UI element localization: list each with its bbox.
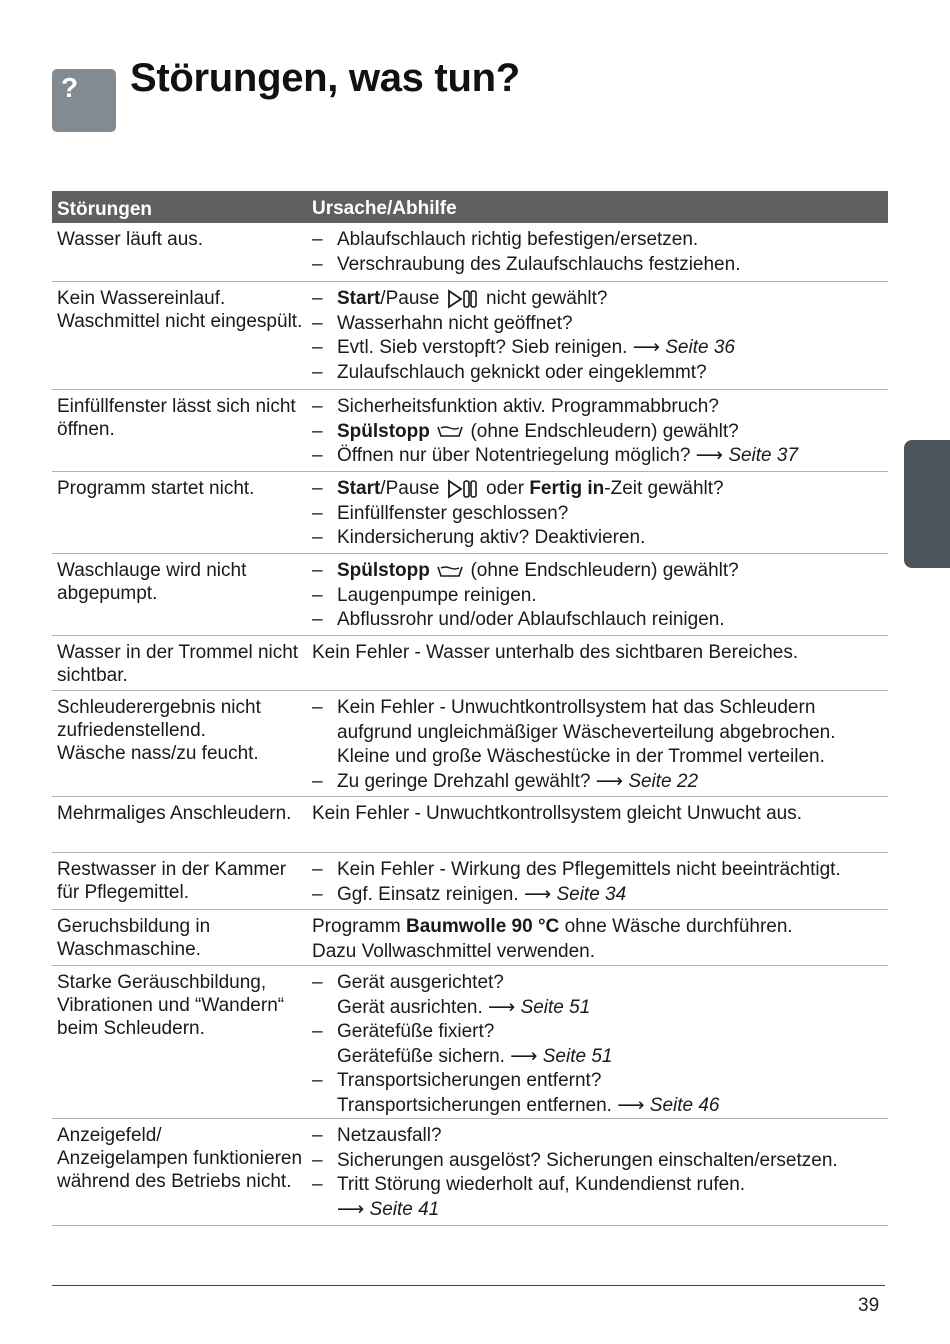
problem-cell: Kein Wassereinlauf. Waschmittel nicht eingespült. [57,288,303,332]
remedy-text: /Pause [380,288,440,309]
remedy-text: Kein Fehler - Wasser unterhalb des sichtbaren Bereiches. [312,642,799,663]
remedy-text: Kein Fehler - Unwuchtkontrollsystem gleicht Unwucht aus. [312,803,802,824]
button-name: Spülstopp [337,420,430,442]
remedy-item [312,477,888,502]
bullet-dash: – [312,420,323,442]
bullet-dash: – [312,502,323,524]
problem-cell: Schleuderergebnis nicht zufriedenstellend. Wäsche nass/zu feucht. [57,697,261,764]
remedy-item [312,312,888,337]
table-row [52,223,888,282]
remedy-text: -Zeit gewählt? [604,478,724,499]
remedy-item-text: Sicherheitsfunktion aktiv. Programmabbruch? [337,396,719,417]
bullet-dash: – [312,697,323,718]
remedy-text: Evtl. Sieb verstopft? Sieb reinigen. [337,337,628,358]
remedy-text: Ggf. Einsatz reinigen. [337,883,519,905]
remedy-item-text [337,336,735,361]
arrow-icon: ⟶ [488,996,516,1018]
page-reference-text: Seite 36 [665,337,735,358]
arrow-icon: ⟶ [695,445,724,466]
remedy-item [312,770,888,795]
remedy-line [312,915,888,940]
remedy-text: /Pause [380,478,440,499]
remedy-cell [307,636,888,690]
section-tab [904,440,950,568]
remedy-item-text: Kein Fehler - Wirkung des Pflegemittels nicht beeinträchtigt. [337,859,841,880]
remedy-item [312,502,888,527]
remedy-item [312,858,888,883]
remedy-text: (ohne Endschleudern) gewählt? [470,560,739,581]
problem-cell: Anzeigefeld/ Anzeigelampen funktionieren während des Betriebs nicht. [57,1125,303,1192]
table-header [52,191,888,223]
remedy-item-text [337,883,626,908]
bullet-dash: – [312,478,323,499]
problem-cell: Waschlauge wird nicht abgepumpt. [57,560,247,604]
table-row [52,390,888,472]
bullet-dash: – [312,312,323,334]
remedy-text: Zu geringe Drehzahl gewählt? [337,770,591,792]
remedy-item-text: Netzausfall? [337,1125,442,1146]
page-reference-text: Seite 46 [649,1094,720,1116]
remedy-cell [307,390,888,471]
remedy-text: Programm [312,916,401,937]
remedy-item-text [337,477,724,502]
arrow-icon: ⟶ [595,770,624,792]
table-row [52,853,888,910]
rinse-hold-icon [437,424,463,438]
arrow-icon: ⟶ [510,1045,538,1067]
page-title: Störungen, was tun? [130,56,520,100]
bullet-dash: – [312,770,323,792]
problem-cell: Wasser läuft aus. [57,229,204,250]
bullet-dash: – [312,584,323,606]
bullet-dash: – [312,361,323,383]
table-row [52,472,888,554]
remedy-text: Transportsicherungen entfernen. [337,1094,612,1116]
remedy-item [312,559,888,584]
remedy-item-text [337,420,739,445]
bullet-dash: – [312,396,323,417]
remedy-item-text [337,444,798,469]
bullet-dash: – [312,883,323,905]
remedy-text: Gerätefüße sichern. [337,1045,505,1067]
remedy-text: Tritt Störung wiederholt auf, Kundendienst rufen. [337,1174,746,1195]
remedy-item [312,971,888,1020]
remedy-cell [307,966,888,1118]
remedy-item-text: Zulaufschlauch geknickt oder eingeklemmt? [337,361,707,383]
page-reference [337,1199,439,1220]
remedy-cell [307,1119,888,1225]
remedy-item [312,883,888,908]
arrow-icon: ⟶ [632,337,660,358]
page-reference-text: Seite 22 [628,770,699,792]
remedy-item-text [337,1069,720,1118]
remedy-item [312,1020,888,1069]
page-reference-text: Seite 41 [369,1198,440,1220]
button-name: Spülstopp [337,560,430,581]
page-reference [696,445,798,466]
problem-cell: Starke Geräuschbildung, Vibrationen und “Wandern“ beim Schleudern. [57,972,285,1039]
page-reference [596,771,698,792]
table-row [52,282,888,390]
remedy-cell [307,910,888,965]
page-reference-text: Seite 34 [556,883,627,905]
remedy-item-text: Ablaufschlauch richtig befestigen/ersetzen. [337,229,699,250]
bullet-dash: – [312,253,323,275]
remedy-text: nicht gewählt? [486,288,608,309]
page-number: 39 [858,1295,880,1316]
remedy-text: Transportsicherungen entfernt? [337,1070,602,1091]
help-icon: ? [52,69,116,132]
remedy-cell [307,223,888,281]
remedy-cell [307,472,888,553]
bullet-dash: – [312,288,323,309]
bullet-dash: – [312,1070,323,1091]
program-name: Baumwolle 90 °C [405,916,560,937]
remedy-item [312,228,888,253]
bullet-dash: – [312,445,323,466]
page-reference [633,337,735,358]
table-body [52,223,888,1226]
remedy-item-text [337,559,739,584]
arrow-icon: ⟶ [523,883,552,905]
remedy-item-text: Sicherungen ausgelöst? Sicherungen einschalten/ersetzen. [337,1149,838,1171]
remedy-item [312,696,888,770]
remedy-item [312,608,888,633]
bullet-dash: – [312,1125,323,1146]
bullet-dash: – [312,560,323,581]
remedy-text: ohne Wäsche durchführen. [564,916,793,937]
remedy-item-text [337,971,590,1020]
button-name: Start [337,288,381,309]
arrow-icon: ⟶ [337,1198,365,1220]
problem-cell: Geruchsbildung in Waschmaschine. [57,916,211,960]
bullet-dash: – [312,972,323,993]
table-row [52,636,888,691]
table-row [52,966,888,1119]
bullet-dash: – [312,609,323,630]
remedy-item-text: Wasserhahn nicht geöffnet? [337,312,573,334]
remedy-item [312,444,888,469]
table-row [52,691,888,797]
page-reference [524,884,626,905]
remedy-item-text: Kindersicherung aktiv? Deaktivieren. [337,527,646,548]
bullet-dash: – [312,1149,323,1171]
rinse-hold-icon [437,564,463,578]
remedy-item [312,1124,888,1149]
remedy-item [312,526,888,551]
remedy-cell [307,282,888,389]
bullet-dash: – [312,229,323,250]
remedy-item [312,361,888,386]
arrow-icon: ⟶ [617,1094,645,1116]
bullet-dash: – [312,859,323,880]
remedy-cell [307,554,888,635]
remedy-item-text [337,770,698,795]
play-pause-icon [447,289,479,309]
remedy-text: Gerät ausgerichtet? [337,972,504,993]
table-row [52,910,888,966]
remedy-item-text: Abflussrohr und/oder Ablaufschlauch reinigen. [337,609,725,630]
button-name: Start [337,478,381,499]
remedy-item-text [337,1173,745,1222]
remedy-item-text [337,287,607,312]
problem-cell: Mehrmaliges Anschleudern. [57,803,292,824]
remedy-text: Gerätefüße fixiert? [337,1021,495,1042]
column-header-problem: Störungen [57,199,152,220]
table-row [52,554,888,636]
remedy-item [312,253,888,278]
remedy-item [312,1069,888,1118]
page-reference [617,1095,719,1116]
button-name: Fertig in [529,478,605,499]
remedy-item [312,287,888,312]
remedy-item [312,584,888,609]
page-reference-text: Seite 51 [542,1045,613,1067]
remedy-item [312,1149,888,1174]
troubleshooting-table [52,191,888,1226]
page-reference [510,1046,612,1067]
problem-cell: Programm startet nicht. [57,478,255,499]
remedy-item [312,395,888,420]
footer-divider [52,1285,885,1286]
table-row [52,797,888,853]
bullet-dash: – [312,527,323,548]
remedy-item-text: Kein Fehler - Unwuchtkontrollsystem hat das Schleudern aufgrund ungleichmäßiger Wäscheverteilung abgebrochen. Kleine und große Wäschestücke in der Trommel verteilen. [337,697,836,767]
bullet-dash: – [312,337,323,358]
problem-cell: Einfüllfenster lässt sich nicht öffnen. [57,396,296,440]
page-reference-text: Seite 51 [520,996,591,1018]
column-header-remedy: Ursache/Abhilfe [312,198,457,220]
remedy-text: (ohne Endschleudern) gewählt? [470,420,739,442]
remedy-item [312,1173,888,1222]
problem-cell: Wasser in der Trommel nicht sichtbar. [57,642,299,686]
page-reference-text: Seite 37 [728,445,799,466]
remedy-cell [307,853,888,909]
remedy-item [312,336,888,361]
remedy-item-text: Einfüllfenster geschlossen? [337,502,569,524]
bullet-dash: – [312,1174,323,1195]
remedy-item [312,420,888,445]
problem-cell: Restwasser in der Kammer für Pflegemittel. [57,859,287,903]
remedy-cell [307,797,888,852]
remedy-item-text: Verschraubung des Zulaufschlauchs festziehen. [337,253,741,275]
page-reference [488,997,590,1018]
play-pause-icon [447,479,479,499]
remedy-item-text [337,1020,612,1069]
remedy-text: Öffnen nur über Notentriegelung möglich? [337,445,691,466]
remedy-text: oder [486,478,525,499]
remedy-line: Dazu Vollwaschmittel verwenden. [312,940,596,962]
bullet-dash: – [312,1021,323,1042]
table-row [52,1119,888,1226]
remedy-text: Gerät ausrichten. [337,996,483,1018]
remedy-item-text: Laugenpumpe reinigen. [337,584,537,606]
remedy-cell [307,691,888,796]
